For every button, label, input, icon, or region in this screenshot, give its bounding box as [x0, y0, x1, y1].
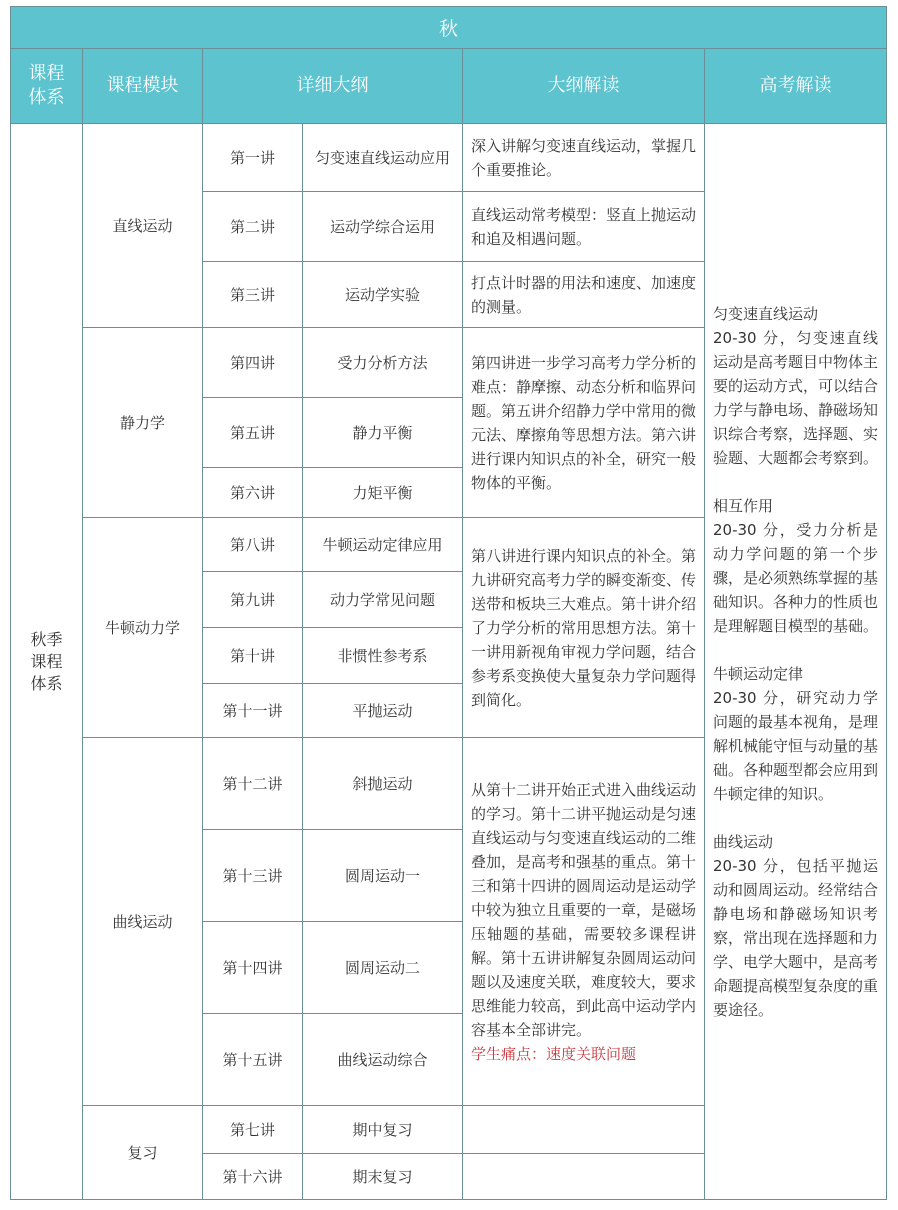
header-interpretation: 大纲解读: [463, 49, 705, 124]
lecture-number: 第十五讲: [203, 1014, 303, 1106]
lecture-topic: 静力平衡: [303, 398, 463, 468]
lecture-number: 第五讲: [203, 398, 303, 468]
lecture-number: 第十讲: [203, 628, 303, 684]
lecture-number: 第十一讲: [203, 684, 303, 738]
exam-note: [713, 494, 878, 638]
table-row: [11, 124, 887, 192]
lecture-topic: 非惯性参考系: [303, 628, 463, 684]
lecture-topic: 牛顿运动定律应用: [303, 518, 463, 572]
module-name: 静力学: [83, 328, 203, 518]
exam-note: [713, 830, 878, 1022]
lecture-number: 第七讲: [203, 1106, 303, 1154]
interpretation-text: 深入讲解匀变速直线运动，掌握几个重要推论。: [463, 124, 705, 192]
exam-note-title: 曲线运动: [713, 832, 774, 851]
season-title: 秋: [11, 7, 887, 49]
lecture-topic: 曲线运动综合: [303, 1014, 463, 1106]
interpretation-text: [463, 738, 705, 1106]
pain-point-note: 学生痛点：速度关联问题: [471, 1044, 637, 1063]
exam-note-title: 牛顿运动定律: [713, 664, 804, 683]
lecture-number: 第六讲: [203, 468, 303, 518]
lecture-topic: 圆周运动二: [303, 922, 463, 1014]
interpretation-empty: [463, 1106, 705, 1154]
interpretation-text: 第八讲进行课内知识点的补全。第九讲研究高考力学的瞬变渐变、传送带和板块三大难点。第十讲介绍了力学分析的常用思想方法。第十一讲用新视角审视力学问题，结合参考系变换使大量复杂力学问题得到简化。: [463, 518, 705, 738]
syllabus-table-wrapper: [10, 6, 886, 1202]
lecture-number: 第八讲: [203, 518, 303, 572]
exam-note-text: 20-30 分，研究动力学问题的最基本视角，是理解机械能守恒与动量的基础。各种题型都会应用到牛顿定律的知识。: [713, 688, 879, 803]
lecture-number: 第十三讲: [203, 830, 303, 922]
exam-note-text: 20-30 分，受力分析是动力学问题的第一个步骤，是必须熟练掌握的基础知识。各种力的性质也是理解题目模型的基础。: [713, 520, 879, 635]
exam-note-text: 20-30 分，包括平抛运动和圆周运动。经常结合静电场和静磁场知识考察，常出现在选择题和力学、电学大题中，是高考命题提高模型复杂度的重要途径。: [713, 856, 879, 1019]
header-system: [11, 49, 83, 124]
lecture-number: 第一讲: [203, 124, 303, 192]
module-name: 曲线运动: [83, 738, 203, 1106]
interpretation-text: 第四讲进一步学习高考力学分析的难点：静摩擦、动态分析和临界问题。第五讲介绍静力学中常用的微元法、摩擦角等思想方法。第六讲进行课内知识点的补全，研究一般物体的平衡。: [463, 328, 705, 518]
exam-note: [713, 662, 878, 806]
lecture-topic: 动力学常见问题: [303, 572, 463, 628]
interpretation-body: 从第十二讲开始正式进入曲线运动的学习。第十二讲平抛运动是匀速直线运动与匀变速直线运动的二维叠加，是高考和强基的重点。第十三和第十四讲的圆周运动是运动学中较为独立且重要的一章，是磁场压轴题的基础，需要较多课程讲解。第十五讲讲解复杂圆周运动问题以及速度关联，难度较大，要求思维能力较高，到此高中运动学内容基本全部讲完。: [471, 780, 697, 1039]
lecture-topic: 平抛运动: [303, 684, 463, 738]
lecture-topic: 斜抛运动: [303, 738, 463, 830]
lecture-number: 第十二讲: [203, 738, 303, 830]
module-name: 复习: [83, 1106, 203, 1200]
lecture-topic: 匀变速直线运动应用: [303, 124, 463, 192]
exam-note-title: 相互作用: [713, 496, 774, 515]
system-label: 秋季课程体系: [30, 629, 63, 693]
system-cell: [11, 124, 83, 1200]
lecture-topic: 圆周运动一: [303, 830, 463, 922]
header-exam: 高考解读: [705, 49, 887, 124]
interpretation-text: 打点计时器的用法和速度、加速度的测量。: [463, 262, 705, 328]
exam-notes-cell: [705, 124, 887, 1200]
lecture-topic: 受力分析方法: [303, 328, 463, 398]
lecture-number: 第三讲: [203, 262, 303, 328]
lecture-number: 第二讲: [203, 192, 303, 262]
header-system-label: 课程体系: [28, 63, 65, 108]
header-outline: 详细大纲: [203, 49, 463, 124]
interpretation-empty: [463, 1154, 705, 1200]
module-name: 牛顿动力学: [83, 518, 203, 738]
lecture-number: 第九讲: [203, 572, 303, 628]
lecture-number: 第四讲: [203, 328, 303, 398]
syllabus-table: [10, 6, 887, 1200]
lecture-topic: 期末复习: [303, 1154, 463, 1200]
lecture-number: 第十四讲: [203, 922, 303, 1014]
interpretation-text: 直线运动常考模型：竖直上抛运动和追及相遇问题。: [463, 192, 705, 262]
header-module: 课程模块: [83, 49, 203, 124]
lecture-topic: 运动学综合运用: [303, 192, 463, 262]
lecture-number: 第十六讲: [203, 1154, 303, 1200]
module-name: 直线运动: [83, 124, 203, 328]
exam-note-text: 20-30 分，匀变速直线运动是高考题目中物体主要的运动方式，可以结合力学与静电场、静磁场知识综合考察，选择题、实验题、大题都会考察到。: [713, 328, 879, 467]
exam-note: [713, 302, 878, 470]
lecture-topic: 运动学实验: [303, 262, 463, 328]
exam-note-title: 匀变速直线运动: [713, 304, 819, 323]
lecture-topic: 期中复习: [303, 1106, 463, 1154]
lecture-topic: 力矩平衡: [303, 468, 463, 518]
